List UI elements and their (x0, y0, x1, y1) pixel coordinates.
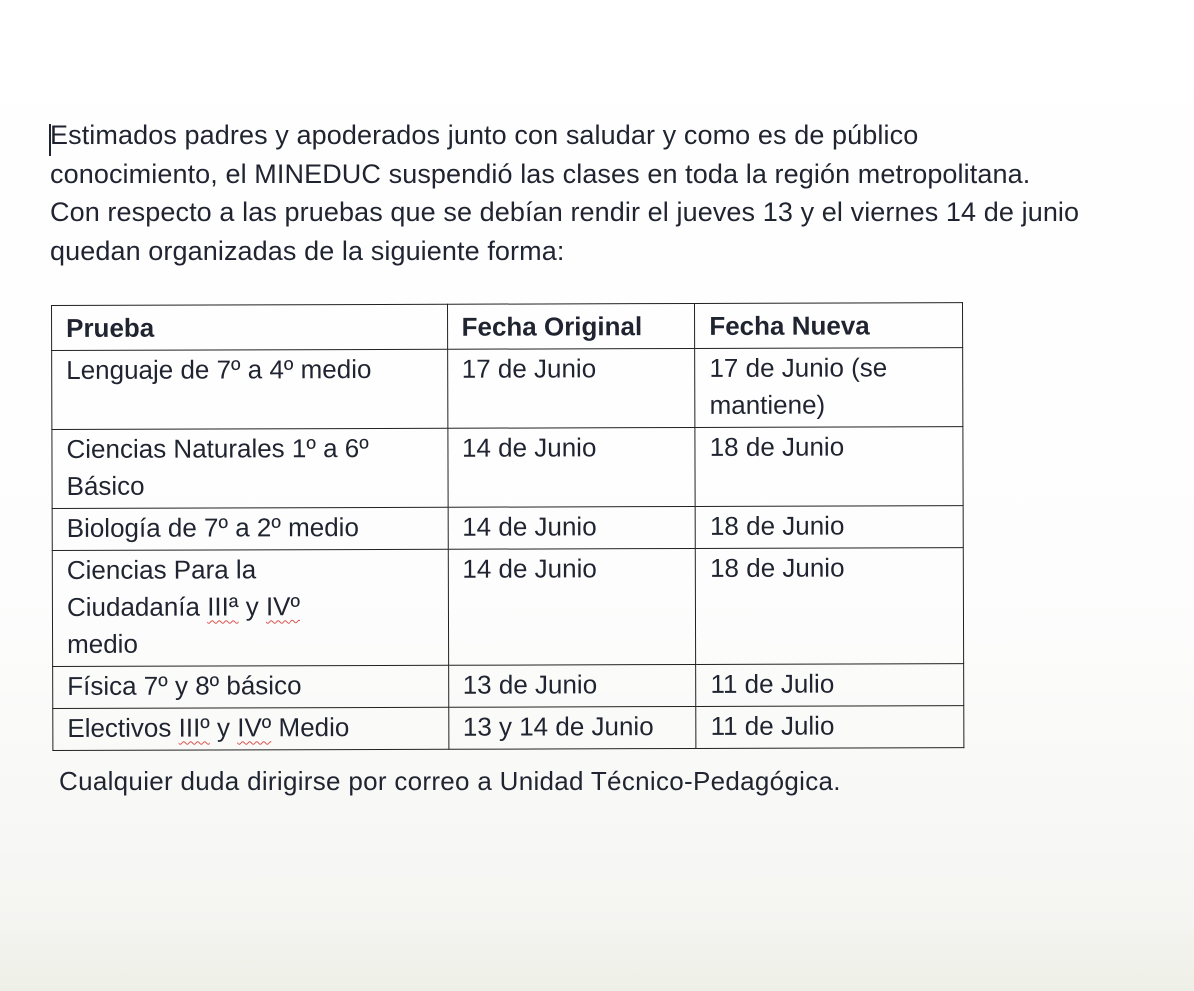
cell-fecha-nueva (695, 348, 963, 428)
cell-line: Ciencias Para la (66, 554, 257, 585)
header-prueba: Prueba (52, 304, 448, 350)
cell-fecha-original: 14 de Junio (448, 548, 696, 665)
cell-prueba (52, 349, 448, 429)
cell-line: 18 de Junio (709, 510, 845, 541)
cell-fecha-nueva (695, 427, 963, 507)
table-row (53, 664, 964, 709)
cell-line: Física 7º y 8º básico (67, 670, 302, 701)
cell-line: Electivos IIIº y IVº Medio (67, 712, 350, 743)
cell-line: medio (67, 628, 138, 659)
table-row (53, 706, 964, 751)
intro-line: Estimados padres y apoderados junto con saludar y como es de público (50, 120, 919, 150)
cell-fecha-nueva (695, 506, 963, 549)
intro-paragraph[interactable] (50, 116, 1194, 270)
cell-fecha-nueva (696, 548, 964, 665)
table-row (52, 506, 963, 551)
cell-fecha-original: 14 de Junio (447, 427, 695, 507)
cell-prueba (52, 507, 448, 550)
table-row (52, 548, 963, 667)
intro-line: conocimiento, el MINEDUC suspendió las clases en toda la región metropolitana. (50, 158, 1031, 189)
intro-line: Con respecto a las pruebas que se debían rendir el jueves 13 y el viernes 14 de junio (50, 197, 1080, 227)
cell-prueba (53, 665, 449, 708)
cell-prueba (52, 549, 448, 666)
cell-line: 18 de Junio (709, 431, 845, 462)
table-header-row (52, 303, 963, 351)
cell-line: 11 de Julio (710, 710, 835, 741)
table-row (52, 348, 963, 430)
cell-fecha-original: 14 de Junio (448, 506, 696, 549)
intro-line: quedan organizadas de la siguiente forma: (50, 235, 565, 266)
cell-line: 17 de Junio (se (709, 352, 888, 383)
header-fecha-original: Fecha Original (447, 303, 695, 349)
cell-fecha-original: 13 y 14 de Junio (448, 706, 696, 749)
cell-line: 18 de Junio (710, 552, 845, 583)
cell-line: Ciudadanía IIIª y IVº (66, 591, 301, 622)
table-row (52, 427, 963, 509)
cell-line: Biología de 7º a 2º medio (66, 512, 359, 543)
cell-fecha-nueva (696, 706, 964, 749)
cell-prueba (53, 707, 449, 750)
screen-glare (0, 921, 1194, 991)
exam-schedule-table (51, 302, 964, 751)
cell-fecha-original: 17 de Junio (447, 348, 695, 428)
cell-line: 11 de Julio (710, 668, 835, 699)
cell-line: mantiene) (709, 389, 826, 420)
cell-prueba (52, 428, 448, 508)
header-fecha-nueva: Fecha Nueva (695, 303, 963, 349)
contact-note: Cualquier duda dirigirse por correo a Unidad Técnico-Pedagógica. (59, 766, 841, 796)
cell-line: Básico (66, 470, 145, 501)
cell-line: Lenguaje de 7º a 4º medio (66, 353, 372, 385)
cell-fecha-nueva (696, 664, 964, 707)
cell-line: Ciencias Naturales 1º a 6º (66, 433, 369, 464)
cell-fecha-original: 13 de Junio (448, 664, 696, 707)
